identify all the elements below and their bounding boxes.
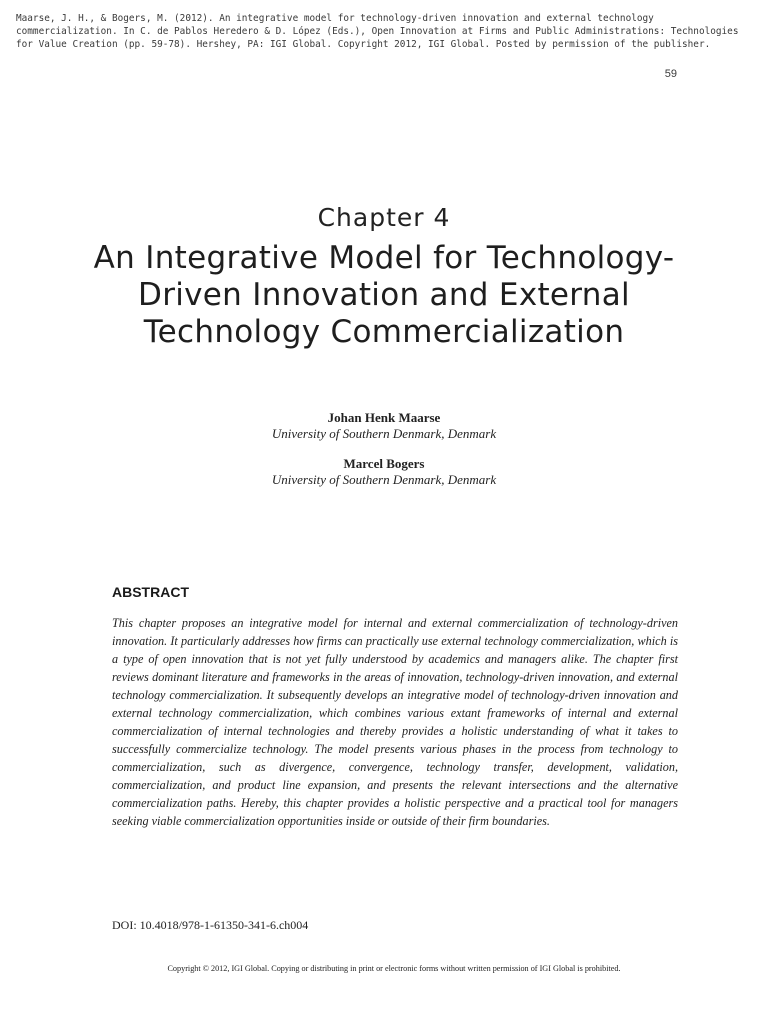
author-block — [0, 410, 768, 442]
doi-link[interactable]: DOI: 10.4018/978-1-61350-341-6.ch004 — [112, 918, 309, 932]
author-block — [0, 456, 768, 488]
chapter-title: An Integrative Model for Technology-Driven Innovation and External Technology Commercialization — [93, 240, 675, 350]
author-affiliation: University of Southern Denmark, Denmark — [271, 426, 497, 441]
abstract-heading: ABSTRACT — [112, 584, 189, 600]
abstract-text: This chapter proposes an integrative model for internal and external commercialization of technology-driven innovation. It particularly addresses how firms can practically use external technology commercialization, which is a type of open innovation that is not yet fully understood by academics and managers alike. The chapter first reviews dominant literature and frameworks in the areas of innovation, technology-driven innovation, and external technology commercialization. It subsequently develops an integrative model of technology-driven innovation and external technology commercialization, which combines various extant frameworks of internal and external commercialization of internal technologies and thereby provides a holistic understanding of what it takes to successfully commercialize technology. The model presents various phases in the process from technology to commercialization, such as divergence, convergence, technology transfer, development, validation, commercialization, and product line expansion, and presents the relevant intersections and the alternative commercialization paths. Hereby, this chapter provides a holistic perspective and a practical tool for managers seeking viable commercialization opportunities inside or outside of their firm boundaries. — [112, 616, 678, 828]
author-name: Johan Henk Maarse — [327, 410, 441, 425]
page-number: 59 — [664, 68, 677, 80]
author-list — [0, 410, 768, 502]
author-affiliation: University of Southern Denmark, Denmark — [271, 472, 497, 487]
chapter-label: Chapter 4 — [317, 203, 451, 232]
citation-header: Maarse, J. H., & Bogers, M. (2012). An integrative model for technology-driven innovation and external technology commercialization. In C. de Pablos Heredero & D. López (Eds.), Open Innovation at Firms and Public Administrations: Technologies for Value Creation (pp. 59-78). Hershey, PA: IGI Global. Copyright 2012, IGI Global. Posted by permission of the publisher. — [16, 13, 745, 50]
author-name: Marcel Bogers — [343, 456, 425, 471]
copyright-notice: Copyright © 2012, IGI Global. Copying or distributing in print or electronic forms without written permission of IGI Global is prohibited. — [167, 964, 621, 973]
